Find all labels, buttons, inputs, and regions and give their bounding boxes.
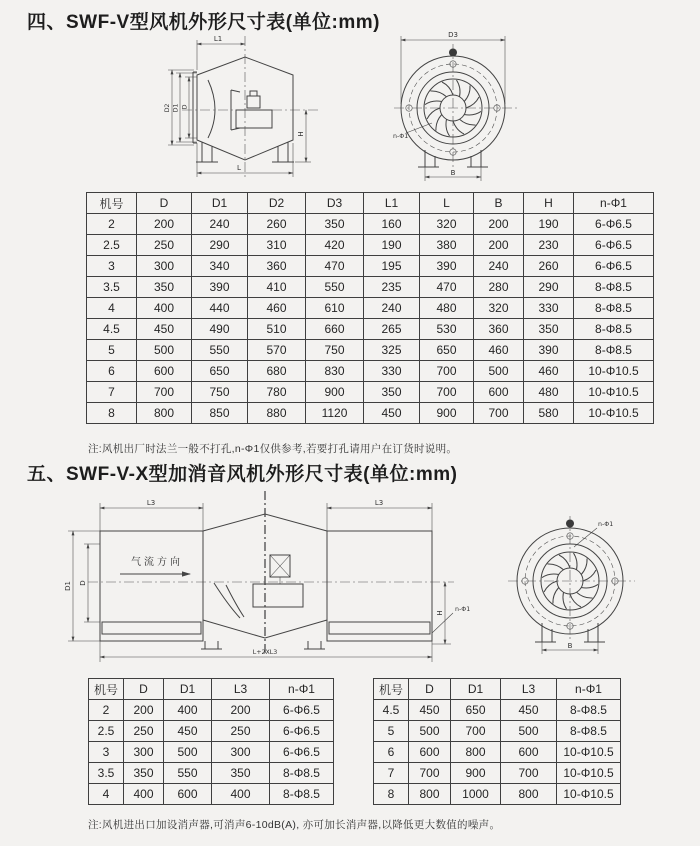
table-row [374,763,621,784]
table-cell: 350 [212,763,270,784]
dim-label-d: D [79,580,87,586]
table-cell: 300 [124,742,164,763]
table-cell: 700 [420,361,474,382]
table-cell: 265 [364,319,420,340]
section2-title: 五、SWF-V-X型加消音风机外形尺寸表(单位:mm) [27,464,458,485]
table-cell: 8 [87,403,137,424]
table-cell: 200 [474,235,524,256]
table-cell: 800 [451,742,501,763]
dim-label-l3-left: L3 [146,499,156,507]
table-cell: 8-Φ8.5 [574,277,654,298]
table-cell: 8 [374,784,409,805]
table-row [87,382,654,403]
table-cell: 350 [124,763,164,784]
table-row [89,742,334,763]
column-header: D1 [451,679,501,700]
column-header: D [409,679,451,700]
dim-label-b: B [450,169,456,177]
table-cell: 800 [409,784,451,805]
table-cell: 330 [524,298,574,319]
column-header: 机号 [374,679,409,700]
table-cell: 6 [374,742,409,763]
table-row [87,256,654,277]
airflow-direction-label: 气流方向 [131,557,183,568]
column-header: D [137,193,192,214]
table-cell: 650 [192,361,248,382]
table-cell: 4.5 [87,319,137,340]
table-cell: 380 [420,235,474,256]
table-cell: 3.5 [89,763,124,784]
table-cell: 200 [137,214,192,235]
table-cell: 400 [137,298,192,319]
table-cell: 4.5 [374,700,409,721]
table-cell: 10-Φ10.5 [557,742,621,763]
table-cell: 280 [474,277,524,298]
table-cell: 6-Φ6.5 [574,235,654,256]
dim-label-n-phi1: n-Φ1 [393,133,409,140]
section1-title: 四、SWF-V型风机外形尺寸表(单位:mm) [27,12,380,33]
table-cell: 2 [89,700,124,721]
column-header: L [420,193,474,214]
table-row [374,721,621,742]
table-cell: 5 [374,721,409,742]
table-cell: 350 [524,319,574,340]
swf-v-dimensions-table [86,192,654,424]
table-cell: 290 [524,277,574,298]
table-cell: 500 [501,721,557,742]
table-cell: 440 [192,298,248,319]
table-cell: 780 [248,382,306,403]
table-cell: 6 [87,361,137,382]
table-cell: 1000 [451,784,501,805]
table-cell: 3 [87,256,137,277]
table-cell: 240 [474,256,524,277]
table-cell: 8-Φ8.5 [270,784,334,805]
table-cell: 400 [164,700,212,721]
table-cell: 510 [248,319,306,340]
table-cell: 350 [306,214,364,235]
column-header: D1 [164,679,212,700]
table-cell: 260 [248,214,306,235]
table-cell: 2 [87,214,137,235]
table-cell: 10-Φ10.5 [574,382,654,403]
table-cell: 800 [501,784,557,805]
table-cell: 250 [124,721,164,742]
table-cell: 325 [364,340,420,361]
table-cell: 600 [409,742,451,763]
fan-side-view-drawing [148,30,323,190]
column-header: H [524,193,574,214]
table-row [87,340,654,361]
column-header: L1 [364,193,420,214]
table-cell: 400 [124,784,164,805]
table-row [374,784,621,805]
table-row [374,700,621,721]
table-cell: 320 [474,298,524,319]
table-cell: 240 [192,214,248,235]
table-cell: 8-Φ8.5 [574,340,654,361]
table-cell: 6-Φ6.5 [270,721,334,742]
table-cell: 530 [420,319,474,340]
table-cell: 900 [306,382,364,403]
table-cell: 680 [248,361,306,382]
table-cell: 340 [192,256,248,277]
table-cell: 850 [192,403,248,424]
dim-label-l1: L1 [213,35,223,43]
section2-note: 注:风机进出口加设消声器,可消声6-10dB(A), 亦可加长消声器,以降低更大数值的噪声。 [88,819,501,831]
dim-label-h: H [297,131,305,137]
dim-label-d1: D1 [172,103,180,113]
dim-label-d1: D1 [64,581,72,591]
table-cell: 360 [248,256,306,277]
table-row [89,700,334,721]
table-cell: 330 [364,361,420,382]
swf-v-x-table-left [88,678,334,805]
column-header: D [124,679,164,700]
table-cell: 300 [137,256,192,277]
table-cell: 750 [306,340,364,361]
table-header-row [87,193,654,214]
table-cell: 450 [164,721,212,742]
table-cell: 190 [524,214,574,235]
column-header: D1 [192,193,248,214]
table-cell: 470 [420,277,474,298]
section1-note: 注:风机出厂时法兰一般不打孔,n-Φ1仅供参考,若要打孔请用户在订货时说明。 [88,443,458,455]
table-cell: 500 [474,361,524,382]
table-row [87,319,654,340]
table-cell: 160 [364,214,420,235]
table-cell: 800 [137,403,192,424]
table-cell: 7 [87,382,137,403]
table-cell: 390 [192,277,248,298]
table-cell: 10-Φ10.5 [557,784,621,805]
table-cell: 450 [409,700,451,721]
dim-label-b: B [567,642,573,650]
dim-label-l: L [237,164,241,172]
table-cell: 320 [420,214,474,235]
dim-label-d: D [181,104,189,110]
table-cell: 700 [474,403,524,424]
table-cell: 2.5 [87,235,137,256]
table-cell: 235 [364,277,420,298]
table-row [87,361,654,382]
table-cell: 10-Φ10.5 [574,361,654,382]
column-header: n-Φ1 [574,193,654,214]
table-cell: 580 [524,403,574,424]
column-header: D2 [248,193,306,214]
table-cell: 700 [409,763,451,784]
column-header: D3 [306,193,364,214]
table-cell: 310 [248,235,306,256]
table-cell: 6-Φ6.5 [270,700,334,721]
table-cell: 450 [364,403,420,424]
table-cell: 700 [420,382,474,403]
table-cell: 470 [306,256,364,277]
column-header: L3 [501,679,557,700]
table-cell: 8-Φ8.5 [557,721,621,742]
table-cell: 350 [364,382,420,403]
column-header: 机号 [89,679,124,700]
table-cell: 8-Φ8.5 [574,319,654,340]
table-header-row [89,679,334,700]
swf-v-x-table-right [373,678,621,805]
table-cell: 10-Φ10.5 [557,763,621,784]
table-cell: 700 [501,763,557,784]
table-cell: 3.5 [87,277,137,298]
table-cell: 420 [306,235,364,256]
table-cell: 190 [364,235,420,256]
dim-label-d3: D3 [448,31,458,39]
table-cell: 600 [501,742,557,763]
table-cell: 480 [420,298,474,319]
table-cell: 250 [212,721,270,742]
silencer-fan-front-view-drawing [492,490,692,665]
table-row [87,403,654,424]
table-cell: 300 [212,742,270,763]
table-cell: 390 [524,340,574,361]
table-cell: 8-Φ8.5 [270,763,334,784]
table-cell: 550 [164,763,212,784]
table-cell: 900 [420,403,474,424]
table-cell: 250 [137,235,192,256]
table-cell: 500 [137,340,192,361]
table-cell: 610 [306,298,364,319]
table-cell: 390 [420,256,474,277]
column-header: L3 [212,679,270,700]
table-cell: 6-Φ6.5 [270,742,334,763]
table-cell: 550 [306,277,364,298]
dim-label-total-length: L+2XL3 [252,649,278,656]
table-cell: 450 [501,700,557,721]
table-cell: 490 [192,319,248,340]
table-cell: 450 [137,319,192,340]
table-cell: 460 [474,340,524,361]
column-header: 机号 [87,193,137,214]
table-cell: 500 [409,721,451,742]
dim-label-h: H [436,610,444,616]
fan-front-view-drawing [392,26,577,196]
silencer-fan-side-view-drawing [58,487,488,682]
table-cell: 900 [451,763,501,784]
table-cell: 230 [524,235,574,256]
table-header-row [374,679,621,700]
table-cell: 830 [306,361,364,382]
table-cell: 500 [164,742,212,763]
table-cell: 550 [192,340,248,361]
table-cell: 570 [248,340,306,361]
table-cell: 5 [87,340,137,361]
table-cell: 700 [451,721,501,742]
table-row [87,214,654,235]
table-row [89,721,334,742]
table-cell: 7 [374,763,409,784]
table-cell: 410 [248,277,306,298]
dim-label-d2: D2 [164,103,171,113]
table-cell: 290 [192,235,248,256]
table-cell: 6-Φ6.5 [574,256,654,277]
table-cell: 460 [524,361,574,382]
table-row [87,298,654,319]
table-cell: 200 [474,214,524,235]
table-cell: 880 [248,403,306,424]
table-cell: 200 [124,700,164,721]
eye-bolt [566,520,574,528]
table-row [87,235,654,256]
table-cell: 200 [212,700,270,721]
table-row [89,784,334,805]
table-cell: 660 [306,319,364,340]
table-cell: 2.5 [89,721,124,742]
dim-label-n-phi1: n-Φ1 [598,521,614,528]
table-cell: 600 [164,784,212,805]
table-cell: 4 [87,298,137,319]
table-cell: 1120 [306,403,364,424]
table-cell: 360 [474,319,524,340]
table-cell: 460 [248,298,306,319]
table-cell: 195 [364,256,420,277]
table-cell: 480 [524,382,574,403]
table-cell: 400 [212,784,270,805]
table-cell: 8-Φ8.5 [557,700,621,721]
table-cell: 650 [451,700,501,721]
column-header: B [474,193,524,214]
dim-label-l3-right: L3 [374,499,384,507]
table-row [87,277,654,298]
table-cell: 260 [524,256,574,277]
eye-bolt [449,49,457,57]
table-cell: 600 [474,382,524,403]
table-row [374,742,621,763]
table-cell: 8-Φ8.5 [574,298,654,319]
table-cell: 600 [137,361,192,382]
table-row [89,763,334,784]
column-header: n-Φ1 [557,679,621,700]
table-cell: 240 [364,298,420,319]
table-cell: 4 [89,784,124,805]
table-cell: 650 [420,340,474,361]
table-cell: 10-Φ10.5 [574,403,654,424]
table-cell: 3 [89,742,124,763]
table-cell: 350 [137,277,192,298]
column-header: n-Φ1 [270,679,334,700]
table-cell: 6-Φ6.5 [574,214,654,235]
dim-label-n-phi1: n-Φ1 [455,606,471,613]
table-cell: 700 [137,382,192,403]
table-cell: 750 [192,382,248,403]
